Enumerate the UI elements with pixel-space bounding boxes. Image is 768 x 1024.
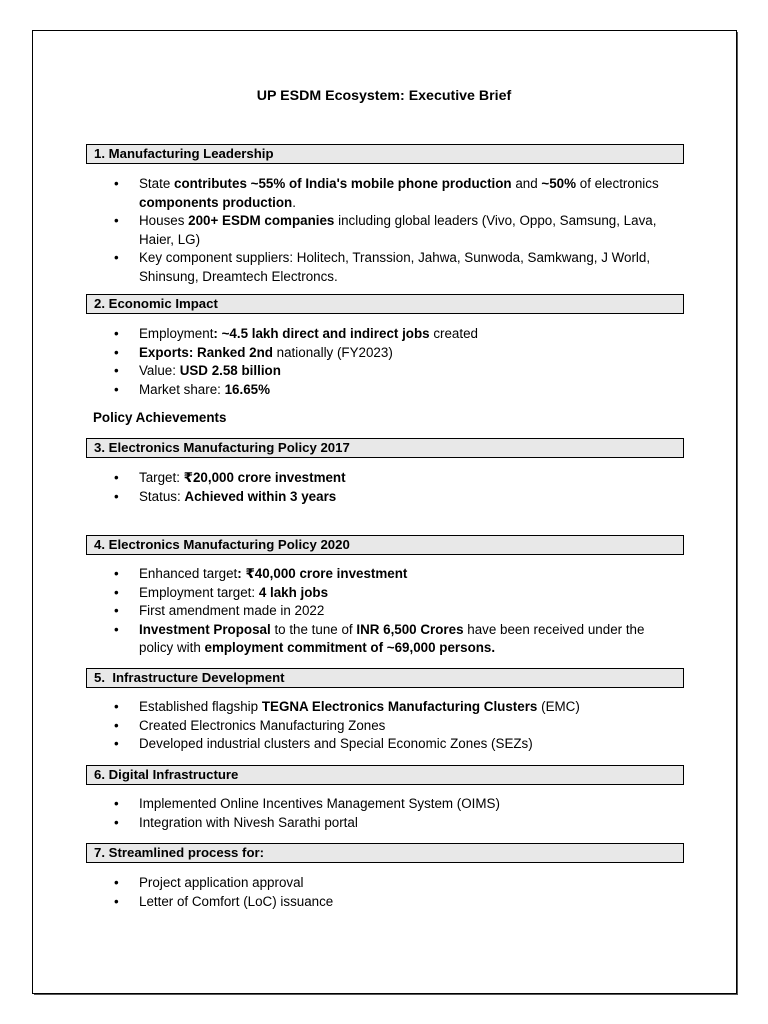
bullet-item (114, 488, 659, 507)
text-run: Developed industrial clusters and Special Economic Zones (SEZs) (139, 736, 533, 751)
text-run: Status: (139, 488, 185, 504)
bullet-item (114, 249, 659, 286)
text-run: Employment target: (139, 584, 259, 600)
bold-text: 200+ ESDM companies (188, 213, 335, 228)
bullet-item (114, 602, 659, 621)
text-run: nationally (FY2023) (272, 344, 393, 360)
bullet-item (114, 381, 659, 400)
bullet-list (114, 175, 659, 286)
text-run: Established flagship (139, 699, 262, 714)
text-run: Key component suppliers: Holitech, Transsion, Jahwa, Sunwoda, Samkwang, J World, Shinsung, Dreamtech Electroncs. (139, 250, 651, 284)
bullet-item (114, 565, 659, 584)
text-run: State (139, 176, 174, 191)
bullet-item (114, 698, 659, 717)
section-heading-policy-2017: 3. Electronics Manufacturing Policy 2017 (86, 438, 684, 458)
bullet-list (114, 469, 659, 506)
text-run: Market share: (139, 381, 225, 397)
bullet-list (114, 325, 659, 399)
bullet-item (114, 175, 659, 212)
bullet-list (114, 795, 659, 832)
text-run: have been received under the policy with (139, 621, 645, 655)
bullet-item (114, 469, 659, 488)
text-run: Houses (139, 213, 189, 228)
section-heading-policy-2020: 4. Electronics Manufacturing Policy 2020 (86, 535, 684, 555)
text-run: Employment (139, 326, 214, 341)
bold-text: employment commitment of ~69,000 persons. (204, 640, 496, 655)
text-run: Implemented Online Incentives Management System (OIMS) (139, 796, 500, 811)
bullet-item (114, 212, 659, 249)
bullet-item (114, 325, 659, 344)
bold-text: components production (139, 194, 293, 210)
text-run: First amendment made in 2022 (139, 603, 325, 618)
document-title: UP ESDM Ecosystem: Executive Brief (256, 88, 512, 104)
bold-text: Achieved within 3 years (184, 488, 337, 504)
bold-text: TEGNA Electronics Manufacturing Clusters (261, 699, 538, 714)
text-run: Enhanced target (139, 566, 238, 581)
text-run: (EMC) (537, 699, 580, 714)
text-run: created (429, 326, 478, 341)
policy-achievements-heading: Policy Achievements (93, 410, 227, 425)
bullet-item (114, 735, 659, 754)
section-heading-digital-infrastructure: 6. Digital Infrastructure (86, 765, 684, 785)
section-heading-infrastructure: 5. Infrastructure Development (86, 668, 684, 688)
bullet-item (114, 344, 659, 363)
bullet-item (114, 795, 659, 814)
bullet-item (114, 893, 659, 912)
text-run: including global leaders (Vivo, Oppo, Samsung, Lava, Haier, LG) (139, 213, 657, 247)
bold-text: INR 6,500 Crores (356, 621, 464, 637)
bold-text: : ~4.5 lakh direct and indirect jobs (213, 326, 430, 341)
text-run: Target: (139, 470, 184, 485)
section-heading-economic-impact: 2. Economic Impact (86, 294, 684, 314)
bullet-item (114, 874, 659, 893)
bold-text: Investment Proposal (139, 621, 271, 637)
text-run: Value: (139, 363, 180, 378)
section-heading-streamlined-process: 7. Streamlined process for: (86, 843, 684, 863)
bullet-item (114, 584, 659, 603)
text-run: to the tune of (270, 621, 357, 637)
text-run: Letter of Comfort (LoC) issuance (139, 893, 334, 909)
bullet-list (114, 698, 659, 754)
bold-text: ₹20,000 crore investment (183, 470, 346, 485)
bold-text: 4 lakh jobs (258, 584, 329, 600)
text-run: . (292, 194, 296, 210)
bullet-item (114, 362, 659, 381)
bold-text: Exports: Ranked 2nd (139, 344, 273, 360)
bullet-item (114, 717, 659, 736)
text-run: Project application approval (139, 875, 304, 890)
bold-text: contributes ~55% of India's mobile phone production (174, 176, 512, 191)
text-run: and (511, 176, 542, 191)
text-run: Created Electronics Manufacturing Zones (139, 717, 386, 733)
bullet-item (114, 621, 659, 658)
text-run: Integration with Nivesh Sarathi portal (139, 814, 358, 830)
bullet-list (114, 565, 659, 658)
text-run: of electronics (576, 176, 659, 191)
section-heading-manufacturing-leadership: 1. Manufacturing Leadership (86, 144, 684, 164)
bold-text: : ₹40,000 crore investment (237, 566, 408, 581)
bullet-list (114, 874, 659, 911)
bold-text: USD 2.58 billion (179, 363, 281, 378)
bold-text: 16.65% (224, 381, 271, 397)
bold-text: ~50% (541, 176, 577, 191)
bullet-item (114, 814, 659, 833)
